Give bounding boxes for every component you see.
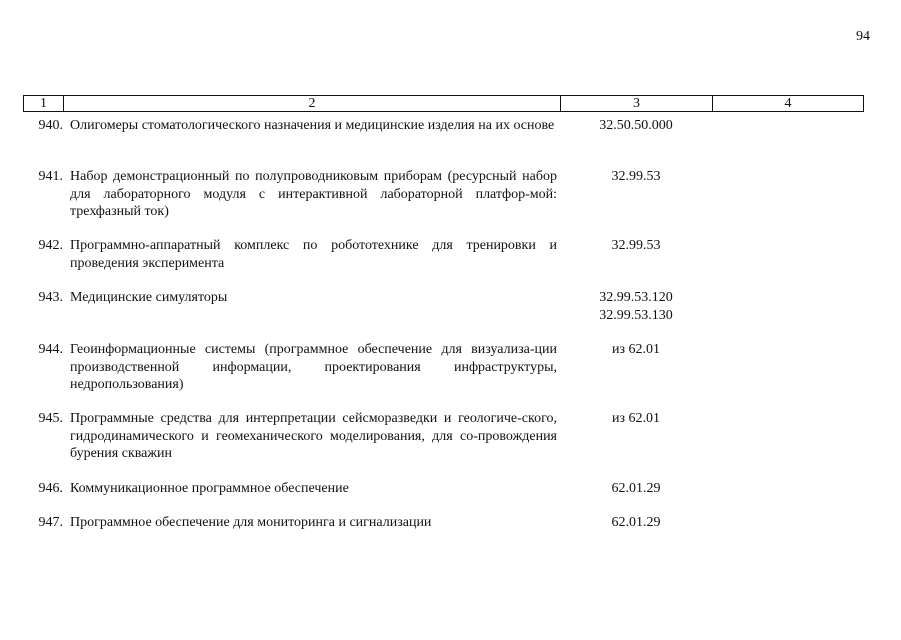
row-code-line: из 62.01 (611, 342, 661, 357)
row-number: 944. (38, 342, 63, 357)
row-code-line: из 62.01 (611, 411, 661, 426)
row-name: Олигомеры стоматологического назначения и медицинские изделия на их основе (70, 118, 555, 133)
row-name: Медицинские симуляторы (70, 290, 228, 305)
row-code (560, 289, 712, 324)
row-code-line: 62.01.29 (611, 481, 661, 496)
row-code-line: 32.50.50.000 (599, 118, 673, 133)
row-number: 943. (38, 290, 63, 305)
row-name: Программно-аппаратный комплекс по робототехнике для тренировки и проведения эксперимента (70, 238, 557, 271)
header-col-4: 4 (784, 96, 792, 111)
row-name: Набор демонстрационный по полупроводниковым приборам (ресурсный набор для лабораторного модуля с интерактивной лабораторной платфор-мой: трехфазный ток) (70, 169, 557, 219)
row-code-line: 32.99.53.120 (599, 290, 673, 305)
row-name: Коммуникационное программное обеспечение (70, 481, 349, 496)
row-code-line: 32.99.53 (611, 169, 661, 184)
row-code-line: 32.99.53 (611, 238, 661, 253)
row-number: 940. (38, 118, 63, 133)
row-code-line: 32.99.53.130 (599, 307, 673, 323)
row-name: Геоинформационные системы (программное обеспечение для визуализа-ции производственной информации, проектирования инфраструктуры, недропользования) (70, 342, 557, 392)
table-header (23, 95, 864, 112)
row-code-line: 62.01.29 (611, 515, 661, 530)
header-col-1: 1 (24, 96, 64, 111)
row-code (560, 237, 712, 255)
row-code (560, 514, 712, 532)
header-col-3: 3 (561, 96, 713, 111)
row-number: 941. (38, 169, 63, 184)
row-number: 945. (38, 411, 63, 426)
row-number: 947. (38, 515, 63, 530)
header-col-2: 2 (64, 96, 561, 111)
row-number: 946. (38, 481, 63, 496)
row-code (560, 410, 712, 428)
row-name: Программные средства для интерпретации сейсморазведки и геологиче-ского, гидродинамического и геомеханического моделирования, для со-провождения бурения скважин (70, 411, 557, 461)
row-number: 942. (38, 238, 63, 253)
row-code (560, 168, 712, 186)
page-number: 94 (856, 29, 870, 44)
row-name: Программное обеспечение для мониторинга и сигнализации (70, 515, 432, 530)
row-code (560, 341, 712, 359)
row-code (560, 480, 712, 498)
row-code (560, 117, 712, 135)
